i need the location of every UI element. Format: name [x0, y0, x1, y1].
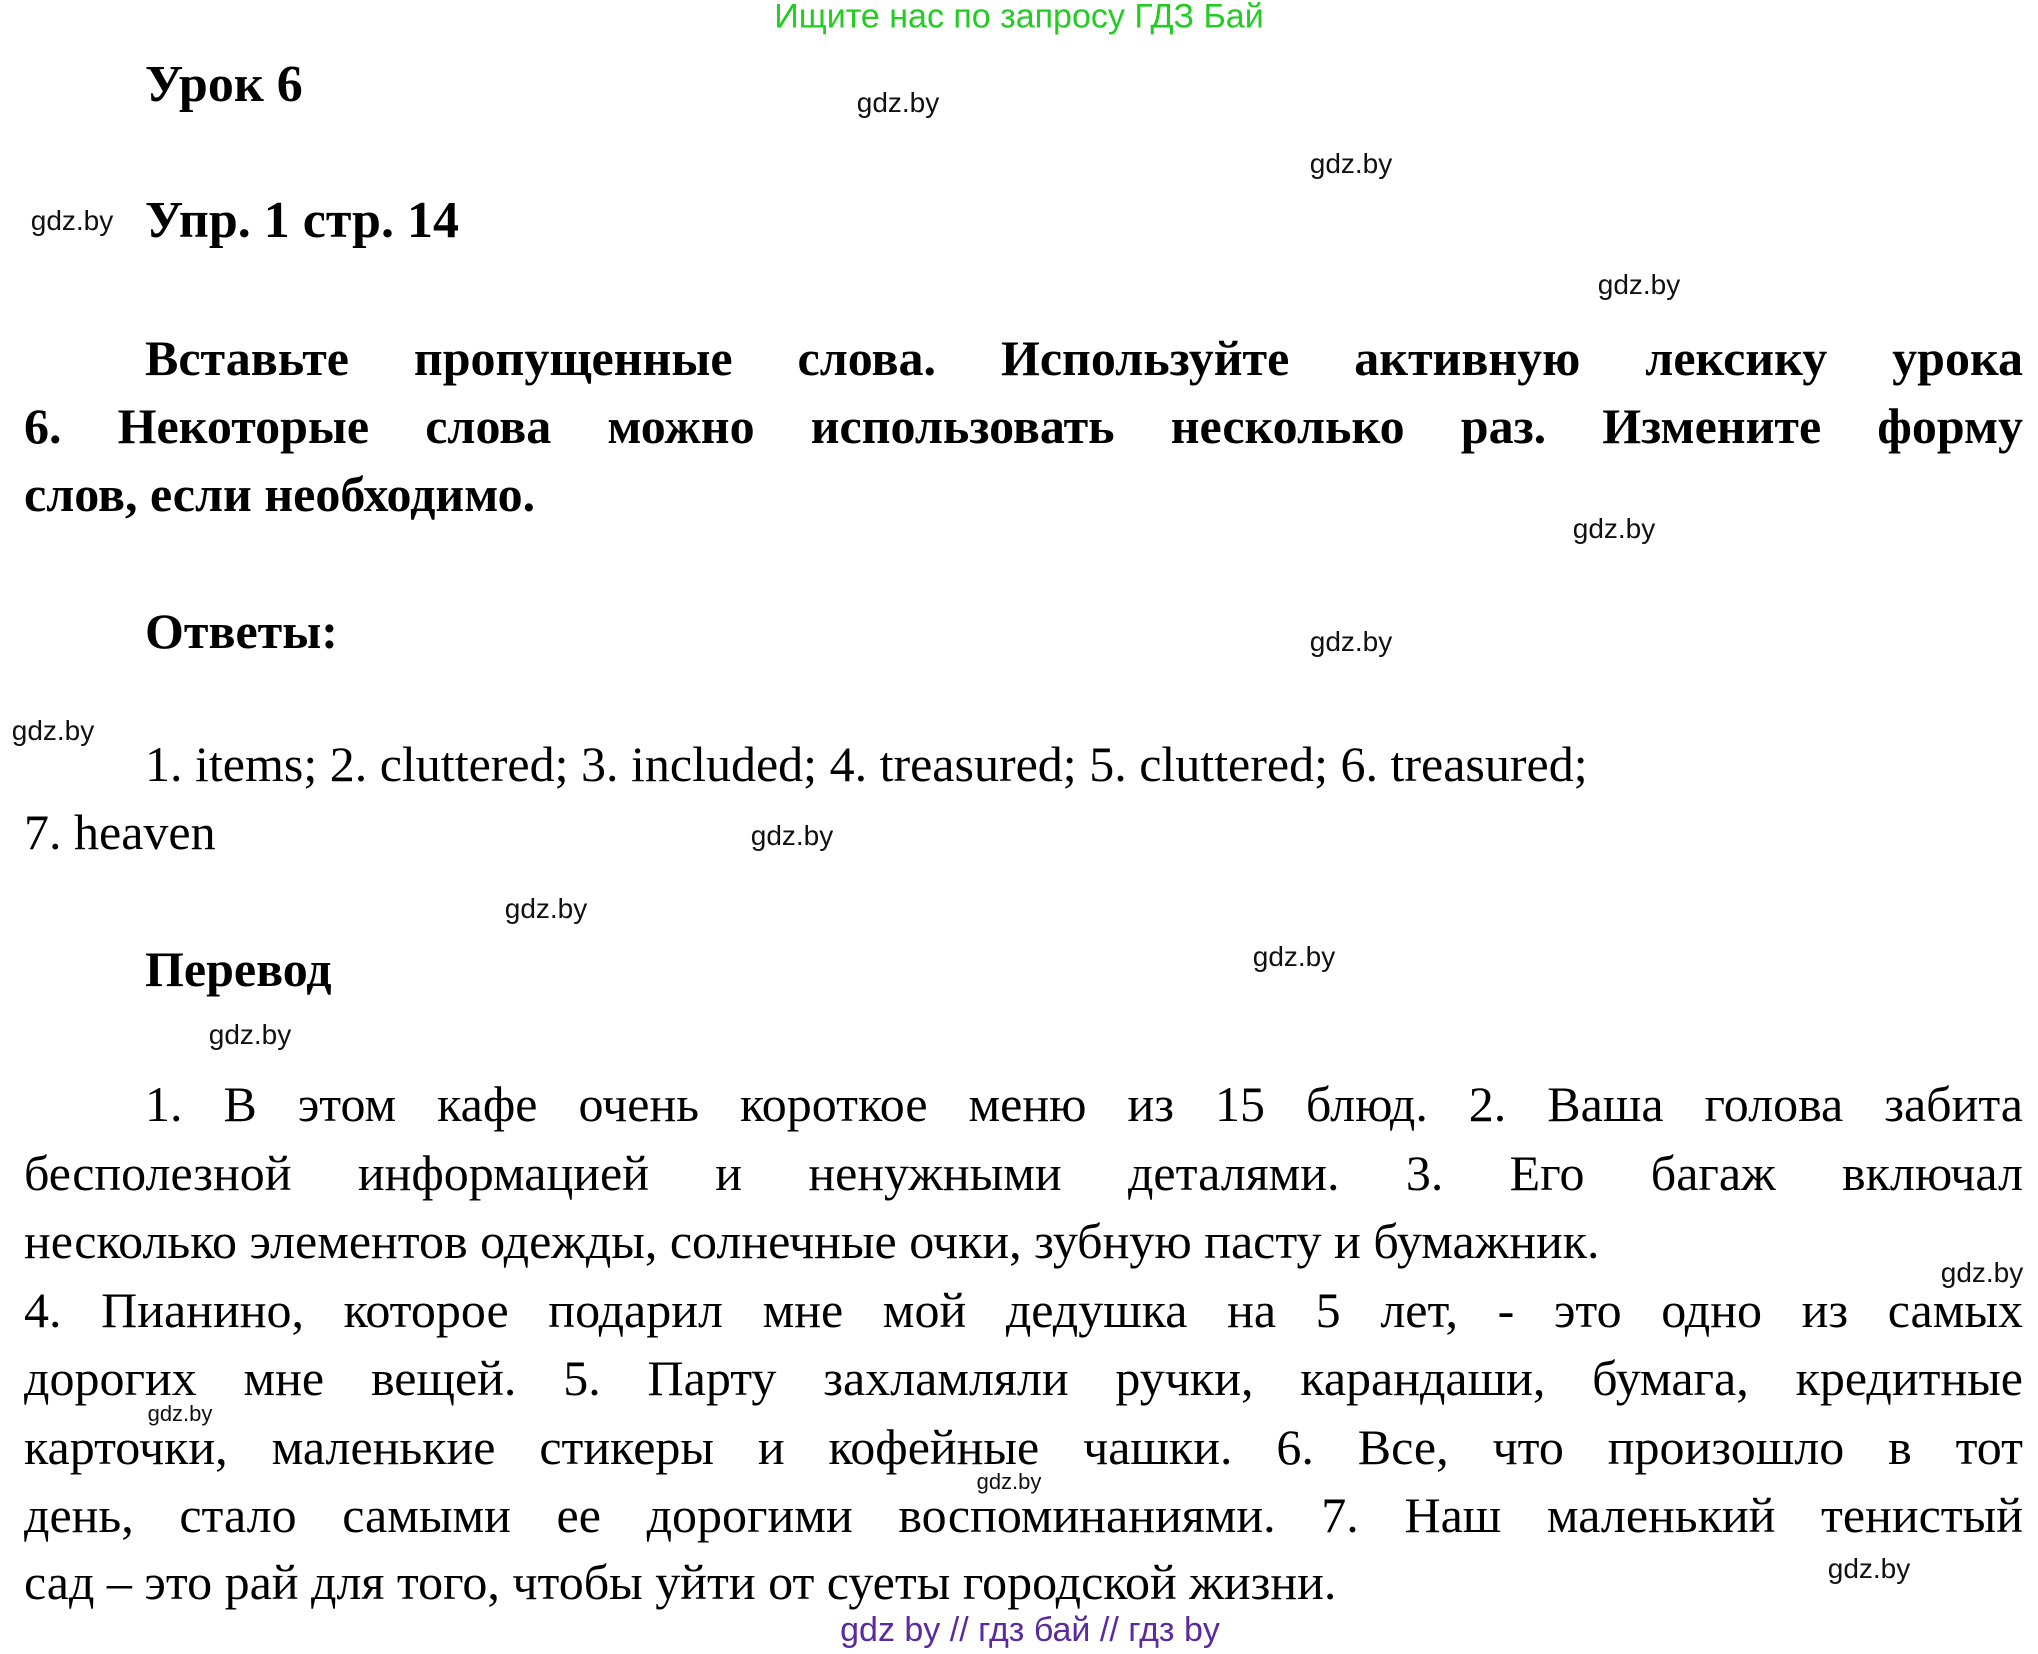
translation-line: 4. Пианино, которое подарил мне мой дедушка на 5 лет, - это одно из самых	[24, 1282, 2023, 1338]
watermark: gdz.by	[30, 205, 114, 236]
watermark: gdz.by	[147, 1401, 213, 1426]
translation-line: 1. В этом кафе очень короткое меню из 15 блюд. 2. Ваша голова забита	[145, 1076, 2023, 1132]
watermark: gdz.by	[1572, 513, 1656, 544]
watermark: gdz.by	[976, 1469, 1042, 1494]
search-banner: Ищите нас по запросу ГДЗ Бай	[774, 0, 1264, 36]
translation-line: день, стало самыми ее дорогими воспоминаниями. 7. Наш маленький тенистый	[24, 1487, 2023, 1543]
translation-line: несколько элементов одежды, солнечные очки, зубную пасту и бумажник.	[24, 1213, 1600, 1269]
translation-line: бесполезной информацией и ненужными деталями. 3. Его багаж включал	[24, 1145, 2023, 1201]
translation-line: карточки, маленькие стикеры и кофейные чашки. 6. Все, что произошло в тот	[24, 1419, 2023, 1475]
watermark: gdz.by	[11, 715, 95, 746]
instruction-line: слов, если необходимо.	[24, 466, 536, 522]
translation-line: дорогих мне вещей. 5. Парту захламляли ручки, карандаши, бумага, кредитные	[24, 1350, 2023, 1406]
watermark: gdz.by	[1309, 148, 1393, 179]
watermark: gdz.by	[856, 87, 940, 118]
translation-line: сад – это рай для того, чтобы уйти от суеты городской жизни.	[24, 1554, 1337, 1610]
instruction-line: 6. Некоторые слова можно использовать несколько раз. Измените форму	[24, 398, 2023, 454]
exercise-title: Упр. 1 стр. 14	[145, 192, 459, 249]
answers-heading: Ответы:	[145, 603, 338, 659]
watermark: gdz.by	[1252, 941, 1336, 972]
footer-link[interactable]: gdz by // гдз бай // гдз by	[840, 1611, 1220, 1649]
answer-line: 1. items; 2. cluttered; 3. included; 4. treasured; 5. cluttered; 6. treasured;	[145, 736, 1588, 792]
instruction-line: Вставьте пропущенные слова. Используйте активную лексику урока	[145, 330, 2023, 386]
watermark: gdz.by	[1597, 269, 1681, 300]
lesson-title: Урок 6	[145, 56, 303, 113]
watermark: gdz.by	[1309, 626, 1393, 657]
watermark: gdz.by	[504, 893, 588, 924]
watermark: gdz.by	[750, 820, 834, 851]
answer-line: 7. heaven	[24, 804, 216, 860]
translation-heading: Перевод	[145, 941, 332, 997]
watermark: gdz.by	[1827, 1553, 1911, 1584]
watermark: gdz.by	[208, 1019, 292, 1050]
watermark: gdz.by	[1940, 1257, 2024, 1288]
